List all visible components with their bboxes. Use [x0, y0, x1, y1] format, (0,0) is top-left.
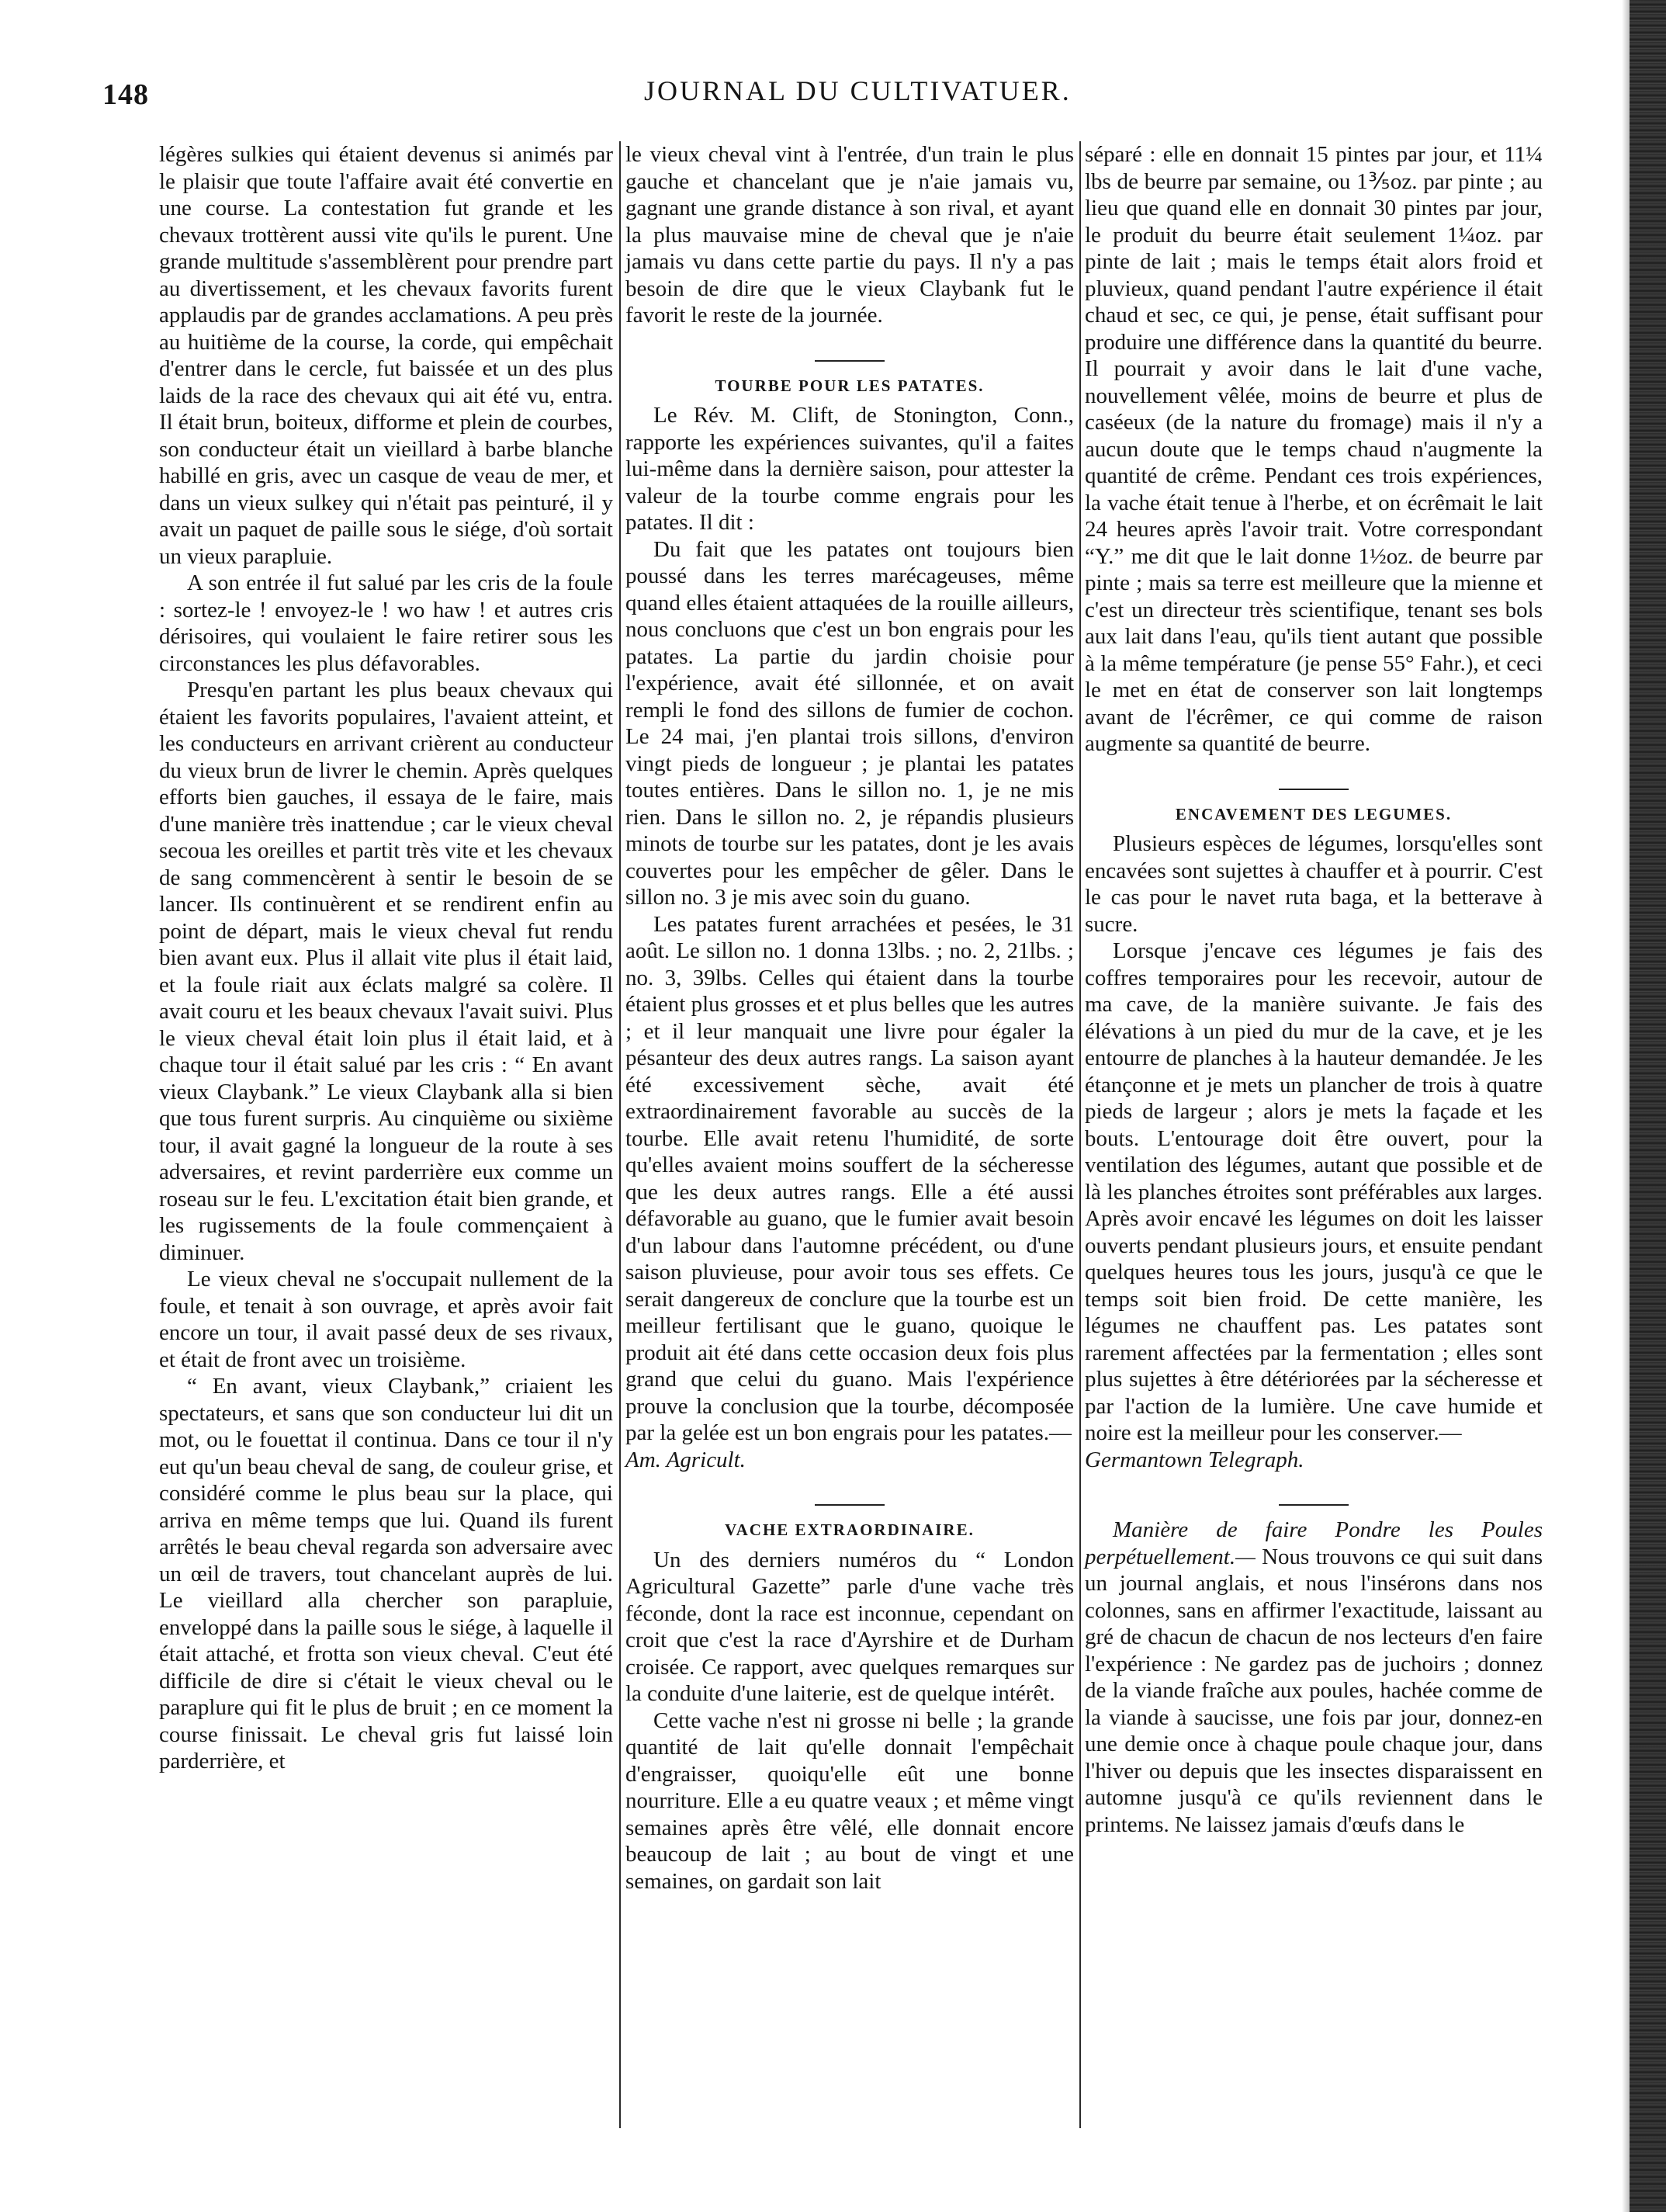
paragraph: séparé : elle en donnait 15 pintes par jour, et 11¼ lbs de beurre par semaine, ou 1⅗oz. par pinte ; au lieu que quand elle en donnait 30 pintes par jour, le produit du beurre était seulement 1¼oz. par pinte de lait ; mais le temps était alors froid et pluvieux, quand pendant l'autre expérience il était chaud et sec, ce qui, je pense, était suffisant pour produire une différence dans la quantité du beurre. Il pourrait y avoir dans le lait d'une vache, nouvellement vêlée, moins de beurre et plus de caséeux (de la nature du fromage) mais il n'y a aucun doute que le temps chaud n'augmente la quantité de crême. Pendant ces trois expériences, la vache était tenue à l'herbe, et on écrêmait le lait 24 heures après l'avoir trait. Votre correspondant “Y.” me dit que le lait donne 1½oz. de beurre par pinte ; mais sa terre est meilleure que la mienne et c'est un directeur très scientifique, tenant ses bols aux lait dans l'eau, qu'ils tient autant que possible à la même température (je pense 55° Fahr.), et ceci le met en état de conserver son lait longtemps avant de l'écrêmer, ce qui comme de raison augmente sa quantité de beurre.	[1085, 142, 1543, 756]
section-separator	[1279, 1504, 1349, 1506]
paragraph: le vieux cheval vint à l'entrée, d'un train le plus gauche et chancelant que je n'aie jamais vu, gagnant une grande distance à son rival, et ayant la plus mauvaise mine de cheval que je n'aie jamais vu dans cette partie du pays. Il n'y a pas besoin de dire que le vieux Claybank fut le favorit le reste de la journée.	[625, 142, 1074, 328]
text-column-2	[625, 141, 1074, 1895]
article-heading: ENCAVEMENT DES LEGUMES.	[1175, 804, 1453, 823]
paragraph: légères sulkies qui étaient devenus si animés par le plaisir que toute l'affaire avait été convertie en une course. La contestation fut grande et les chevaux trottèrent aussi vite qu'ils le purent. Une grande multitude s'assemblèrent pour prendre part au divertissement, et les chevaux favorits furent applaudis par de grandes acclamations. A peu près au huitième de la course, la corde, qui empêchait d'entrer dans le cercle, fut baissée et un des plus laids de la race des chevaux qui ait été vu, entra. Il était brun, boiteux, difforme et plein de courbes, son conducteur était un vieillard à barbe blanche habillé en gris, avec un casque de veau de mer, et dans un vieux sulkey qui n'était pas peinturé, il y avait un paquet de paille sous le siége, d'où sortait un vieux parapluie.	[159, 142, 613, 569]
section-separator	[815, 1504, 885, 1506]
column-rule	[619, 141, 621, 2128]
paragraph: A son entrée il fut salué par les cris de la foule : sortez-le ! envoyez-le ! wo haw ! et autres cris dérisoires, qui voulaient le faire retirer sous les circonstances les plus défavorables.	[159, 570, 613, 676]
paragraph: Lorsque j'encave ces légumes je fais des coffres temporaires pour les recevoir, autour de ma cave, de la manière suivante. Je fais des élévations à un pied du mur de la cave, et je les entourre de planches à la hauteur demandée. Je les étançonne et je mets un plancher de trois à quatre pieds de largeur ; alors je mets la façade et les bouts. L'entourage doit être ouvert, pour la ventilation des légumes, autant que possible et de là les planches étroites sont préférables aux larges. Après avoir encavé les légumes on doit les laisser ouverts pendant plusieurs jours, et ensuite pendant quelques heures tous les jours, jusqu'à ce que le temps soit bien froid. De cette manière, les légumes ne chauffent pas. Les patates sont rarement affectées par la fermentation ; elles sont plus sujettes à être détériorées par la sécheresse et par l'action de la lumière. Une cave humide et noire est la meilleur pour les conserver.—	[1085, 938, 1543, 1445]
running-title: JOURNAL DU CULTIVATUER.	[644, 75, 1072, 106]
binding-shadow	[1622, 0, 1630, 2212]
text-column-1	[159, 141, 613, 1775]
paragraph: Du fait que les patates ont toujours bien poussé dans les terres marécageuses, même quand elles étaient attaquées de la rouille ailleurs, nous concluons que c'est un bon engrais pour les patates. La partie du jardin choisie pour l'expérience, avait été sillonnée, et on avait rempli le fond des sillons de fumier de cochon. Le 24 mai, j'en plantai trois sillons, d'environ vingt pieds de longueur ; je plantai les patates toutes entières. Dans le sillon no. 1, je ne mis rien. Dans le sillon no. 2, je répandis plusieurs minots de tourbe sur les patates, dont je les avais couvertes pour les empêcher de gêler. Dans le sillon no. 3 je mis avec soin du guano.	[625, 536, 1074, 910]
page-edge-binding	[1630, 0, 1666, 2212]
paragraph: “ En avant, vieux Claybank,” criaient les spectateurs, et sans que son conducteur lui dit un mot, ou le fouettat il continua. Dans ce tour il n'y eut qu'un beau cheval de sang, de couleur grise, et considéré comme le plus beau sur la place, qui arriva en même temps que lui. Quand ils furent arrêtés le beau cheval regarda son adversaire avec un œil de travers, tout chancelant auprès de lui. Le vieillard alla chercher son parapluie, enveloppé dans la paille sous le siége, à laquelle il était attaché, et frotta son vieux cheval. C'eut été difficile de dire si c'était le vieux cheval ou le paraplure qui fit le plus de bruit ; en ce moment la course finissait. Le cheval gris fut laissé loin parderrière, et	[159, 1374, 613, 1773]
column-rule	[1079, 141, 1081, 2128]
section-separator	[815, 360, 885, 362]
source-credit: Am. Agricult.	[625, 1447, 746, 1472]
text-column-3	[1085, 141, 1543, 1838]
paragraph: Cette vache n'est ni grosse ni belle ; la grande quantité de lait qu'elle donnait l'empêchait d'engraisser, quoiqu'elle eût une bonne nourriture. Elle a eu quatre veaux ; et même vingt semaines après être vêlé, elle donnait encore beaucoup de lait ; au bout de vingt et une semaines, on gardait son lait	[625, 1708, 1074, 1894]
paragraph-text: Nous trouvons ce qui suit dans un journal anglais, et nous l'insérons dans nos colonnes, sans en affirmer l'exactitude, laissant au gré de chacun de chacun de nos lecteurs d'en faire l'expérience : Ne gardez pas de juchoirs ; donnez de la viande fraîche aux poules, hachée comme de la viande à saucisse, une fois par jour, donnez-en une demie once à chaque poule chaque jour, dans l'hiver ou depuis que les insectes disparaissent en automne jusqu'à ce qu'ils reviennent dans le printems. Ne laissez jamais d'œufs dans le	[1085, 1544, 1543, 1837]
article-heading: TOURBE POUR LES PATATES.	[715, 376, 985, 395]
paragraph: Le vieux cheval ne s'occupait nullement de la foule, et tenait à son ouvrage, et après avoir fait encore un tour, il avait passé deux de ses rivaux, et était de front avec un troisième.	[159, 1267, 613, 1372]
section-separator	[1279, 789, 1349, 790]
paragraph: Plusieurs espèces de légumes, lorsqu'elles sont encavées sont sujettes à chauffer et à pourrir. C'est le cas pour le navet ruta baga, et la betterave à sucre.	[1085, 831, 1543, 937]
source-credit: Germantown Telegraph.	[1085, 1447, 1304, 1472]
paragraph	[1085, 1517, 1543, 1838]
paragraph: Les patates furent arrachées et pesées, le 31 août. Le sillon no. 1 donna 13lbs. ; no. 2, 21lbs. ; no. 3, 39lbs. Celles qui étaient dans la tourbe étaient plus grosses et et plus belles que les autres ; et il leur manquait une livre pour égaler la pésanteur des deux autres rangs. La saison ayant été excessivement sèche, avait été extraordinairement favorable au succès de la tourbe. Elle avait retenu l'humidité, de sorte qu'elles avaient moins souffert de la sécheresse que les deux autres rangs. Elle a été aussi défavorable au guano, que le fumier avait besoin d'un labour dans l'automne précédent, ou d'une saison pluvieuse, pour avoir tous ses effets. Ce serait dangereux de conclure que la tourbe est un meilleur fertilisant que le guano, quoique le produit ait été dans cette occasion deux fois plus grand que celui du guano. Mais l'expérience prouve la conclusion que la tourbe, décomposée par la gelée est un bon engrais pour les patates.—	[625, 911, 1074, 1445]
page-number: 148	[102, 78, 149, 111]
paragraph: Presqu'en partant les plus beaux chevaux qui étaient les favorits populaires, l'avaient atteint, et les conducteurs en arrivant crièrent au conducteur du vieux brun de livrer le chemin. Après quelques efforts bien gauches, il essaya de le faire, mais d'une manière très inattendue ; car le vieux cheval secoua les oreilles et partit très vite et les chevaux de sang commencèrent à sentir le besoin de se lancer. Ils continuèrent et se rendirent enfin au point de départ, mais le vieux cheval fut rendu bien avant eux. Plus il allait vite plus il était laid, et la foule riait aux éclats malgré sa colère. Il avait couru et les beaux chevaux l'avait suivi. Plus le vieux cheval était loin plus il était laid, et à chaque tour il était salué par les cris : “ En avant vieux Claybank.” Le vieux Claybank alla si bien que tous furent surpris. Au cinquième ou sixième tour, il avait gagné la longueur de la route à ses adversaires, et revint parderrière eux comme un roseau sur le feu. L'excitation était bien grande, et les rugissements de la foule commençaient à diminuer.	[159, 678, 613, 1265]
run-in-title: Manière de faire Pondre les Poules perpétuellement.—	[1085, 1517, 1543, 1569]
article-heading: VACHE EXTRAORDINAIRE.	[725, 1520, 975, 1539]
paragraph: Un des derniers numéros du “ London Agricultural Gazette” parle d'une vache très féconde, dont la race est inconnue, cependant on croit que c'est la race d'Ayrshire et de Durham croisée. Ce rapport, avec quelques remarques sur la conduite d'une laiterie, est de quelque intérêt.	[625, 1547, 1074, 1706]
paragraph: Le Rév. M. Clift, de Stonington, Conn., rapporte les expériences suivantes, qu'il a faites lui-même dans la dernière saison, pour attester la valeur de la tourbe comme engrais pour les patates. Il dit :	[625, 403, 1074, 535]
